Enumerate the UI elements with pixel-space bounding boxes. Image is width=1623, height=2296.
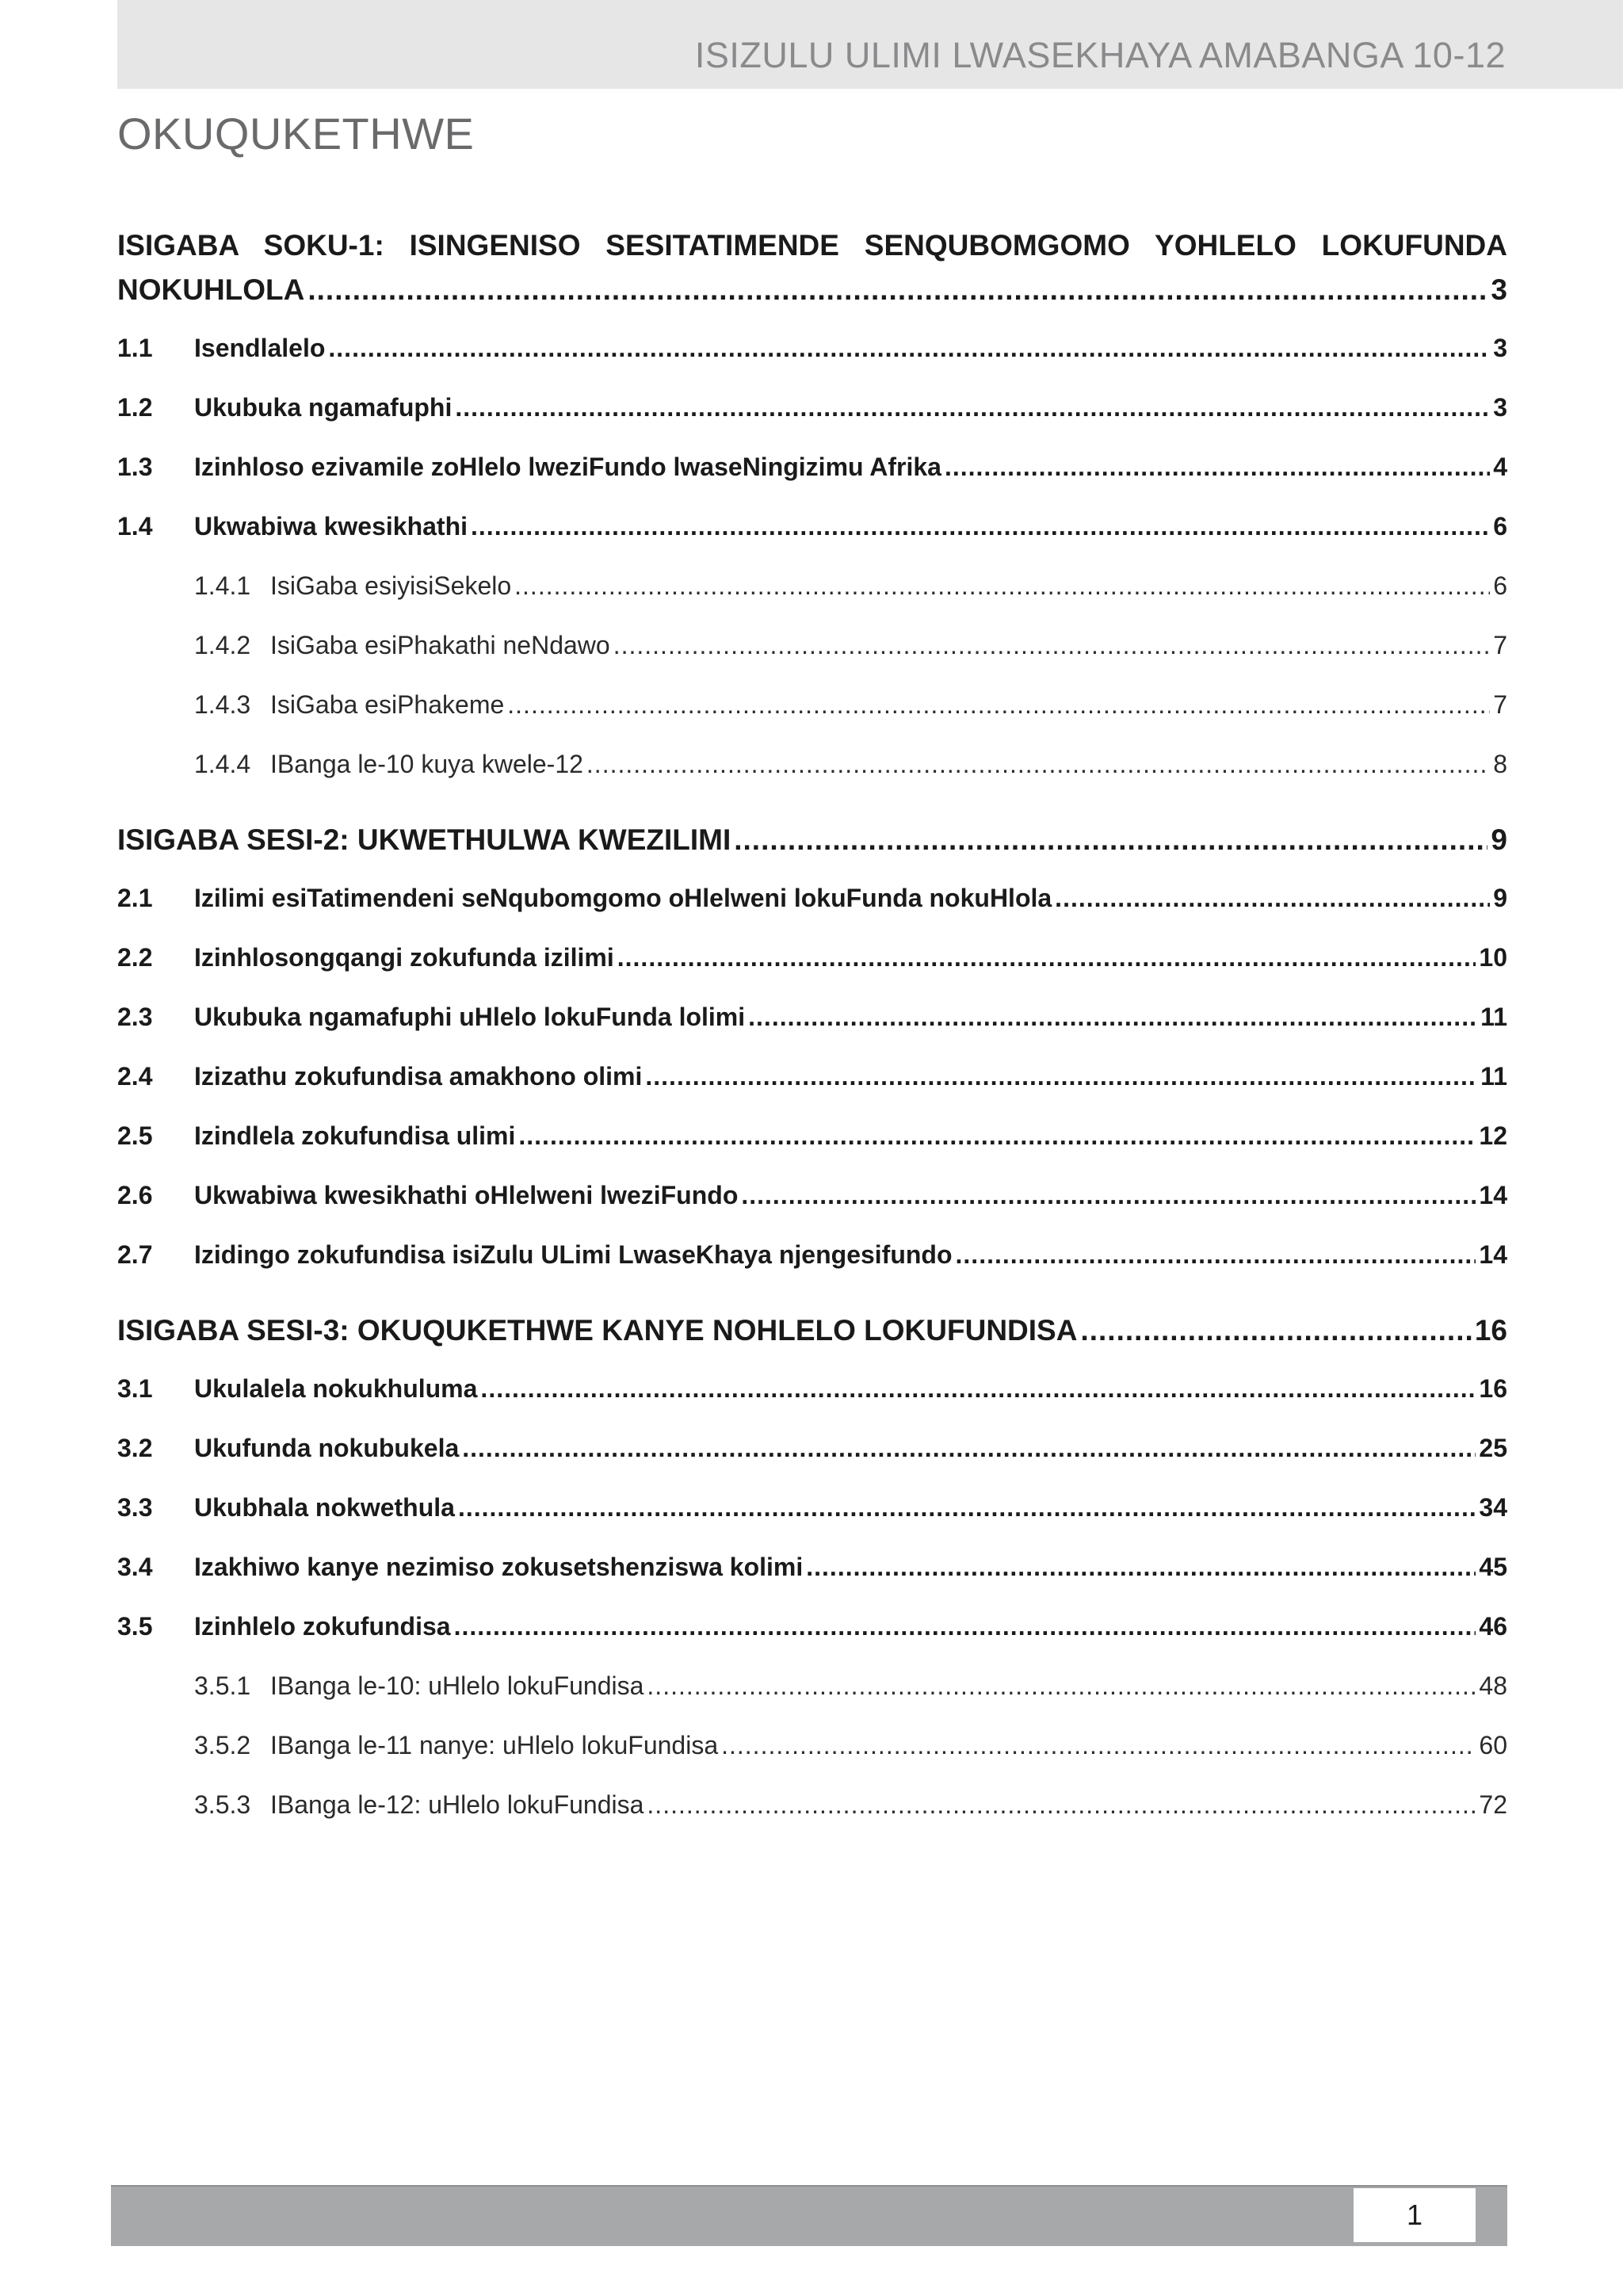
toc-section-1[interactable] [117, 268, 1507, 312]
page-number: 1 [1354, 2188, 1476, 2242]
dot-leader [748, 988, 1477, 1047]
toc-item-2-3[interactable] [117, 988, 1507, 1047]
toc-subitem-3-5-3[interactable] [117, 1775, 1507, 1835]
running-header-title: ISIZULU ULIMI LWASEKHAYA AMABANGA 10-12 [694, 35, 1506, 75]
toc-item-label: Ukubhala nokwethula [194, 1493, 455, 1522]
toc-item-number: 3.2 [117, 1434, 153, 1462]
toc-section-title: ISIGABA SESI-3: OKUQUKETHWE KANYE NOHLELO LOKUFUNDISA [117, 1314, 1078, 1347]
dot-leader [1080, 1308, 1471, 1353]
toc-subitem-3-5-1[interactable] [117, 1656, 1507, 1716]
toc-item-number: 2.6 [117, 1181, 153, 1209]
toc-item-number: 1.1 [117, 334, 153, 362]
dot-leader [586, 735, 1490, 794]
dot-leader [454, 1597, 1476, 1656]
toc-item-2-7[interactable] [117, 1225, 1507, 1285]
toc-item-number: 2.2 [117, 943, 153, 972]
dot-leader [458, 1478, 1476, 1538]
toc-page-number: 9 [1493, 884, 1507, 912]
toc-item-3-1[interactable] [117, 1359, 1507, 1419]
toc-item-number: 2.7 [117, 1240, 153, 1269]
dot-leader [647, 1656, 1476, 1716]
toc-item-1-3[interactable] [117, 437, 1507, 497]
toc-item-label: Izizathu zokufundisa amakhono olimi [194, 1062, 643, 1091]
toc-item-2-5[interactable] [117, 1106, 1507, 1166]
toc-item-label: Izinhlosongqangi zokufunda izilimi [194, 943, 614, 972]
toc-item-label: Ukubuka ngamafuphi [194, 393, 453, 422]
toc-item-number: 1.3 [117, 453, 153, 481]
toc-item-1-1[interactable] [117, 319, 1507, 378]
dot-leader [741, 1166, 1476, 1225]
toc-item-label: Izindlela zokufundisa ulimi [194, 1121, 516, 1150]
toc-item-2-2[interactable] [117, 928, 1507, 988]
toc-subitem-label: IBanga le-10 kuya kwele-12 [270, 750, 583, 778]
dot-leader [471, 497, 1490, 556]
dot-leader [307, 268, 1487, 312]
toc-page-number: 11 [1480, 1003, 1507, 1031]
dot-leader [480, 1359, 1476, 1419]
toc-subitem-1-4-4[interactable] [117, 735, 1507, 794]
dot-leader [507, 675, 1490, 735]
dot-leader [514, 556, 1490, 616]
dot-leader [328, 319, 1490, 378]
dot-leader [518, 1106, 1476, 1166]
toc-page-number: 34 [1479, 1493, 1507, 1522]
toc-item-label: Izidingo zokufundisa isiZulu ULimi LwaseKhaya njengesifundo [194, 1240, 953, 1269]
toc-item-2-6[interactable] [117, 1166, 1507, 1225]
toc-subitem-number: 3.5.3 [194, 1790, 251, 1819]
toc-subitem-number: 1.4.2 [194, 631, 251, 659]
toc-subitem-label: IBanga le-11 nanye: uHlelo lokuFundisa [270, 1731, 719, 1759]
dot-leader [806, 1538, 1476, 1597]
toc-subitem-label: IsiGaba esiPhakeme [270, 690, 505, 719]
dot-leader [455, 378, 1490, 437]
toc-page-number: 45 [1479, 1553, 1507, 1581]
toc-subitem-label: IsiGaba esiPhakathi neNdawo [270, 631, 610, 659]
toc-subitem-number: 3.5.1 [194, 1671, 251, 1700]
dot-leader [721, 1716, 1476, 1775]
toc-item-label: Isendlalelo [194, 334, 326, 362]
toc-item-3-5[interactable] [117, 1597, 1507, 1656]
toc-item-number: 3.5 [117, 1612, 153, 1641]
toc-page-number: 3 [1491, 273, 1507, 306]
toc-section-1-title-line1[interactable]: ISIGABA SOKU-1: ISINGENISO SESITATIMENDE SENQUBOMGOMO YOHLELO LOKUFUNDA [117, 229, 1507, 262]
toc-page-number: 10 [1479, 943, 1507, 972]
toc-page-number: 8 [1493, 750, 1507, 778]
toc-page-number: 3 [1493, 334, 1507, 362]
toc-item-number: 2.4 [117, 1062, 153, 1091]
toc-item-label: Ukubuka ngamafuphi uHlelo lokuFunda lolimi [194, 1003, 746, 1031]
toc-page-number: 14 [1479, 1240, 1507, 1269]
toc-subitem-label: IsiGaba esiyisiSekelo [270, 571, 512, 600]
toc-section-2[interactable] [117, 818, 1507, 862]
toc-item-3-4[interactable] [117, 1538, 1507, 1597]
toc-page-number: 16 [1479, 1374, 1507, 1403]
toc-page-number: 11 [1480, 1062, 1507, 1091]
table-of-contents [117, 223, 1507, 1835]
toc-item-number: 1.2 [117, 393, 153, 422]
toc-item-label: Ukulalela nokukhuluma [194, 1374, 478, 1403]
dot-leader [734, 818, 1487, 862]
toc-item-number: 3.3 [117, 1493, 153, 1522]
toc-subitem-label: IBanga le-10: uHlelo lokuFundisa [270, 1671, 644, 1700]
toc-page-number: 4 [1493, 453, 1507, 481]
toc-item-label: Izinhloso ezivamile zoHlelo lweziFundo lwaseNingizimu Afrika [194, 453, 941, 481]
toc-subitem-3-5-2[interactable] [117, 1716, 1507, 1775]
toc-page-number: 25 [1479, 1434, 1507, 1462]
toc-subitem-number: 1.4.4 [194, 750, 251, 778]
toc-page-number: 72 [1479, 1790, 1507, 1819]
toc-section-title: ISIGABA SESI-2: UKWETHULWA KWEZILIMI [117, 823, 731, 856]
toc-page-number: 48 [1479, 1671, 1507, 1700]
toc-item-3-3[interactable] [117, 1478, 1507, 1538]
toc-item-label: Izinhlelo zokufundisa [194, 1612, 451, 1641]
toc-page-number: 14 [1479, 1181, 1507, 1209]
dot-leader [462, 1419, 1476, 1478]
toc-page-number: 6 [1493, 571, 1507, 600]
toc-page-number: 60 [1479, 1731, 1507, 1759]
toc-subitem-number: 3.5.2 [194, 1731, 251, 1759]
toc-page-number: 16 [1474, 1314, 1507, 1347]
dot-leader [645, 1047, 1477, 1106]
toc-item-label: Ukwabiwa kwesikhathi oHlelweni lweziFundo [194, 1181, 739, 1209]
toc-item-1-4[interactable] [117, 497, 1507, 556]
toc-page-number: 7 [1493, 631, 1507, 659]
dot-leader [956, 1225, 1476, 1285]
dot-leader [945, 437, 1490, 497]
toc-section-1-title-line2: NOKUHLOLA [117, 273, 305, 306]
toc-page-number: 12 [1479, 1121, 1507, 1150]
toc-page-number: 3 [1493, 393, 1507, 422]
toc-subitem-1-4-2[interactable] [117, 616, 1507, 675]
toc-item-number: 1.4 [117, 512, 153, 541]
toc-item-label: Izilimi esiTatimendeni seNqubomgomo oHlelweni lokuFunda nokuHlola [194, 884, 1052, 912]
toc-item-label: Ukufunda nokubukela [194, 1434, 460, 1462]
toc-page-number: 9 [1491, 823, 1507, 856]
dot-leader [1055, 869, 1490, 928]
toc-item-number: 3.4 [117, 1553, 153, 1581]
toc-subitem-number: 1.4.3 [194, 690, 251, 719]
toc-item-label: Izakhiwo kanye nezimiso zokusetshenziswa kolimi [194, 1553, 804, 1581]
dot-leader [613, 616, 1491, 675]
toc-subitem-1-4-1[interactable] [117, 556, 1507, 616]
toc-page-number: 46 [1479, 1612, 1507, 1641]
toc-item-number: 3.1 [117, 1374, 153, 1403]
toc-subitem-1-4-3[interactable] [117, 675, 1507, 735]
toc-item-3-2[interactable] [117, 1419, 1507, 1478]
toc-subitem-label: IBanga le-12: uHlelo lokuFundisa [270, 1790, 644, 1819]
toc-item-2-4[interactable] [117, 1047, 1507, 1106]
footer-band [111, 2185, 1507, 2246]
toc-page-number: 6 [1493, 512, 1507, 541]
toc-item-1-2[interactable] [117, 378, 1507, 437]
dot-leader [647, 1775, 1476, 1835]
dot-leader [617, 928, 1476, 988]
toc-item-2-1[interactable] [117, 869, 1507, 928]
toc-section-3[interactable] [117, 1308, 1507, 1353]
toc-item-label: Ukwabiwa kwesikhathi [194, 512, 468, 541]
toc-item-number: 2.3 [117, 1003, 153, 1031]
toc-page-number: 7 [1493, 690, 1507, 719]
toc-item-number: 2.5 [117, 1121, 153, 1150]
page-title: OKUQUKETHWE [117, 109, 475, 159]
toc-subitem-number: 1.4.1 [194, 571, 251, 600]
toc-item-number: 2.1 [117, 884, 153, 912]
